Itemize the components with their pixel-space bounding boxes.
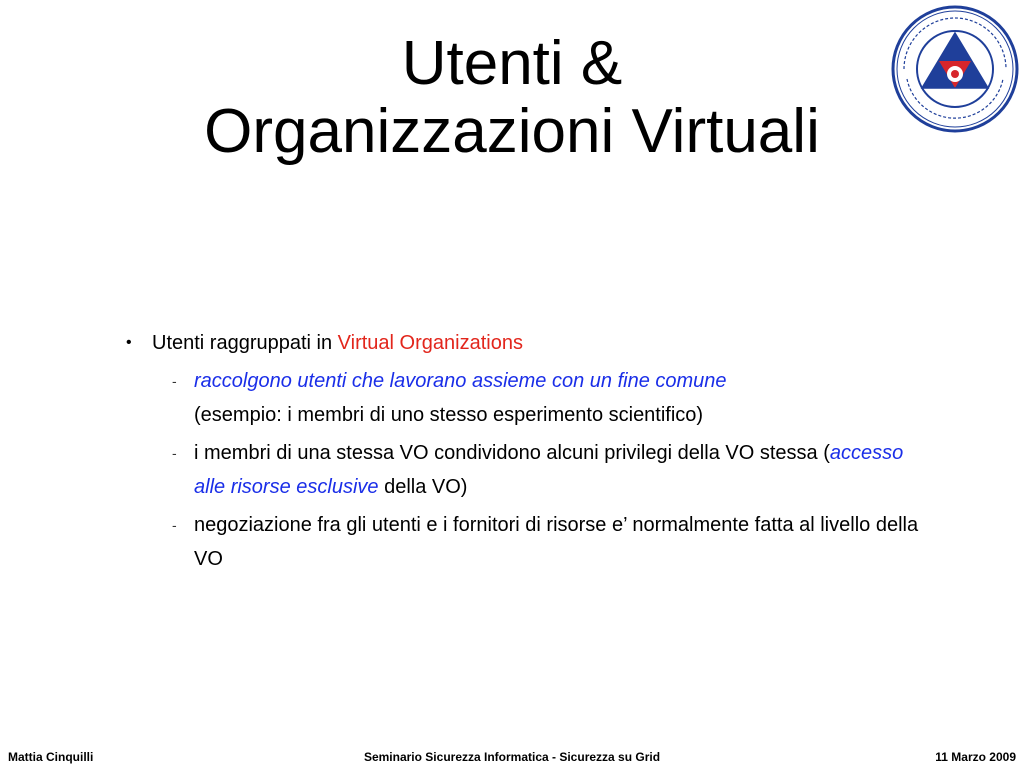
main-bullet	[126, 326, 926, 360]
sub-item-2-highlight: accesso alle risorse esclusive	[194, 442, 904, 498]
seal-icon	[890, 4, 1020, 134]
university-seal-logo	[890, 4, 1020, 134]
bullet-highlight: Virtual Organizations	[337, 332, 523, 354]
sub-item-2-after: della VO)	[378, 476, 468, 498]
dash-marker: -	[172, 445, 177, 461]
footer-date: 11 Marzo 2009	[935, 750, 1016, 764]
slide-content	[126, 326, 926, 576]
sub-item-1-rest: (esempio: i membri di uno stesso esperimento scientifico)	[194, 404, 704, 426]
footer-event: Seminario Sicurezza Informatica - Sicurezza su Grid	[363, 750, 661, 764]
footer-author: Mattia Cinquilli	[8, 750, 94, 764]
sub-item-1	[172, 364, 926, 432]
slide-title	[0, 30, 1024, 166]
sub-item-1-highlight: raccolgono utenti che lavorano assieme con un fine comune	[194, 370, 727, 392]
bullet-text: Utenti raggruppati in	[152, 332, 338, 354]
dash-marker: -	[172, 517, 177, 533]
title-line-2: Organizzazioni Virtuali	[204, 97, 820, 166]
title-line-1: Utenti &	[401, 29, 623, 98]
sub-item-3	[172, 508, 926, 576]
slide-footer	[0, 748, 1024, 766]
sub-item-3-text: negoziazione fra gli utenti e i fornitori di risorse e’ normalmente fatta al livello della VO	[194, 514, 919, 570]
sub-item-2-before: i membri di una stessa VO condividono alcuni privilegi della VO stessa (	[194, 442, 830, 464]
sub-item-2	[172, 436, 926, 504]
dash-marker: -	[172, 373, 177, 389]
bullet-marker: •	[126, 334, 132, 351]
